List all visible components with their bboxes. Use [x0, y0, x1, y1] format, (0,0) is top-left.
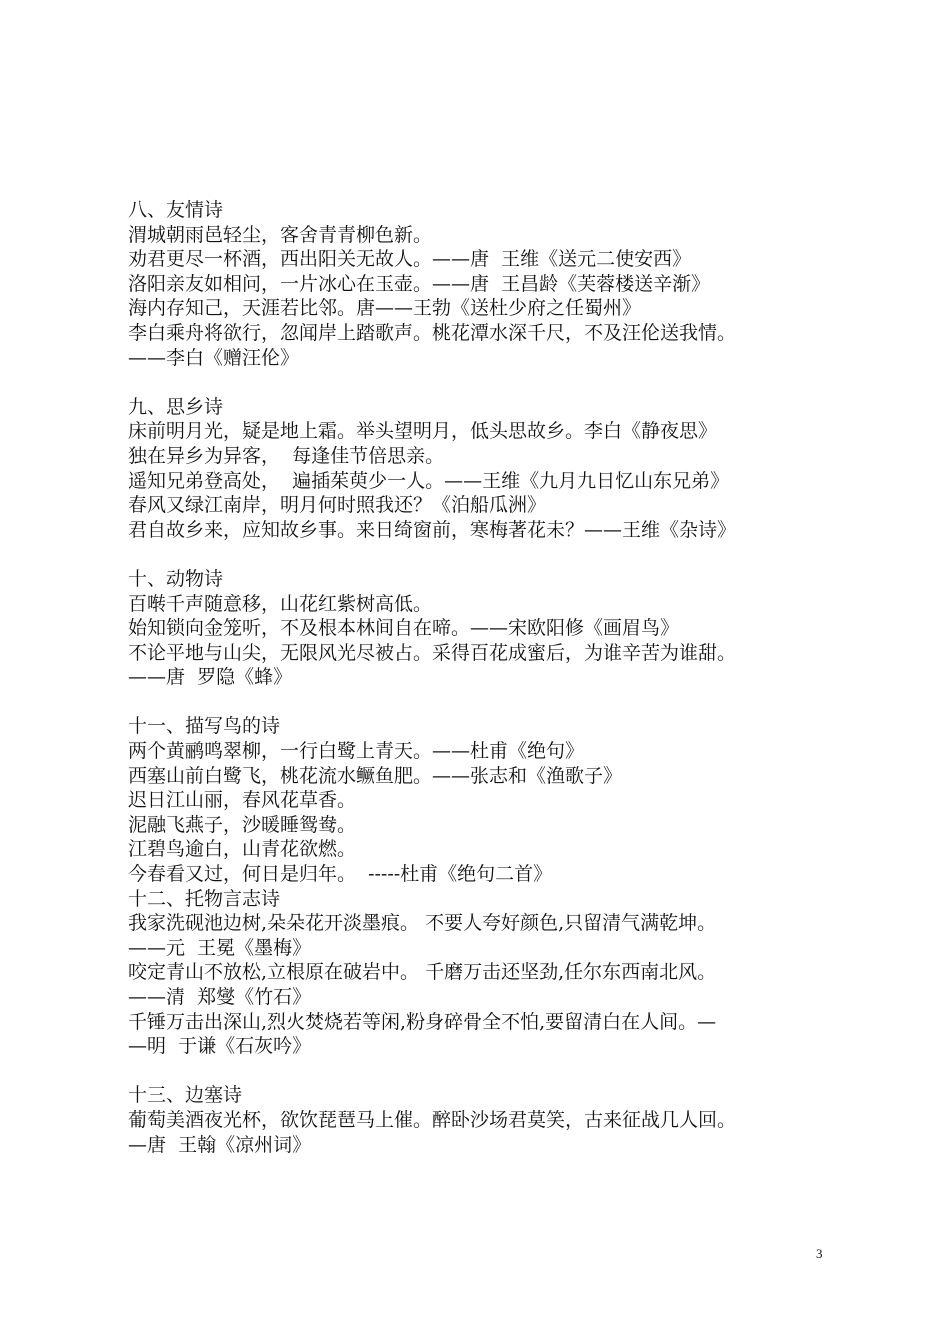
text-line: 江碧鸟逾白，山青花欲燃。	[128, 838, 357, 861]
text-line: 迟日江山丽，春风花草香。	[128, 789, 357, 812]
text-line: 葡萄美酒夜光杯，欲饮琵琶马上催。醉卧沙场君莫笑，古来征战几人回。	[128, 1108, 737, 1131]
blank-line	[128, 542, 828, 567]
section-heading: 十三、边塞诗	[128, 1084, 243, 1107]
blank-line	[128, 1059, 828, 1084]
section-homesick-poems	[128, 395, 828, 543]
text-line: 百啭千声随意移，山花红紫树高低。	[128, 592, 433, 615]
text-line: —明 于谦《石灰吟》	[128, 1035, 312, 1058]
text-line: ——李白《赠汪伦》	[128, 346, 300, 369]
section-heading: 十一、描写鸟的诗	[128, 715, 281, 738]
section-heading: 九、思乡诗	[128, 395, 224, 418]
text-line: 春风又绿江南岸，明月何时照我还？《泊船瓜洲》	[128, 494, 547, 517]
text-line: 西塞山前白鹭飞，桃花流水鳜鱼肥。——张志和《渔歌子》	[128, 764, 623, 787]
text-line: 遥知兄弟登高处， 遍插茱萸少一人。——王维《九月九日忆山东兄弟》	[128, 469, 730, 492]
section-bird-poems	[128, 714, 828, 886]
document-body	[128, 198, 828, 1157]
blank-line	[128, 690, 828, 715]
text-line: 海内存知己，天涯若比邻。唐——王勃《送杜少府之任蜀州》	[128, 297, 642, 320]
text-line: 君自故乡来，应知故乡事。来日绮窗前，寒梅著花未？——王维《杂诗》	[128, 518, 737, 541]
text-line: ——唐 罗隐《蜂》	[128, 666, 293, 689]
text-line: 不论平地与山尖，无限风光尽被占。采得百花成蜜后，为谁辛苦为谁甜。	[128, 641, 737, 664]
text-line: 李白乘舟将欲行，忽闻岸上踏歌声。桃花潭水深千尺，不及汪伦送我情。	[128, 321, 737, 344]
text-line: 咬定青山不放松,立根原在破岩中。 千磨万击还坚劲,任尔东西南北风。	[128, 961, 717, 984]
section-animal-poems	[128, 567, 828, 690]
text-line: 今春看又过，何日是归年。 -----杜甫《绝句二首》	[128, 863, 553, 886]
text-line: 独在异乡为异客， 每逢佳节倍思亲。	[128, 444, 445, 467]
text-line: ——元 王冕《墨梅》	[128, 936, 312, 959]
section-friendship-poems	[128, 198, 828, 370]
text-line: —唐 王翰《凉州词》	[128, 1133, 312, 1156]
text-line: 两个黄鹂鸣翠柳，一行白鹭上青天。——杜甫《绝句》	[128, 740, 585, 763]
text-line: ——清 郑燮《竹石》	[128, 986, 312, 1008]
text-line: 始知锁向金笼听，不及根本林间自在啼。——宋欧阳修《画眉鸟》	[128, 617, 680, 640]
section-heading: 八、友情诗	[128, 199, 224, 221]
text-line: 床前明月光，疑是地上霜。举头望明月，低头思故乡。李白《静夜思》	[128, 420, 718, 443]
text-line: 洛阳亲友如相问，一片冰心在玉壶。——唐 王昌龄《芙蓉楼送辛渐》	[128, 272, 711, 295]
text-line: 我家洗砚池边树,朵朵花开淡墨痕。 不要人夸好颜色,只留清气满乾坤。	[128, 912, 717, 935]
text-line: 泥融飞燕子，沙暖睡鸳鸯。	[128, 813, 357, 836]
text-line: 千锤万击出深山,烈火焚烧若等闲,粉身碎骨全不怕,要留清白在人间。—	[128, 1010, 717, 1033]
page-number: 3	[816, 1246, 823, 1261]
text-line: 劝君更尽一杯酒，西出阳关无故人。——唐 王维《送元二使安西》	[128, 248, 692, 271]
section-heading: 十二、托物言志诗	[128, 887, 281, 910]
section-aspiration-poems	[128, 887, 828, 1059]
blank-line	[128, 370, 828, 395]
text-line: 渭城朝雨邑轻尘，客舍青青柳色新。	[128, 223, 433, 246]
section-frontier-poems	[128, 1083, 828, 1157]
section-heading: 十、动物诗	[128, 567, 224, 590]
